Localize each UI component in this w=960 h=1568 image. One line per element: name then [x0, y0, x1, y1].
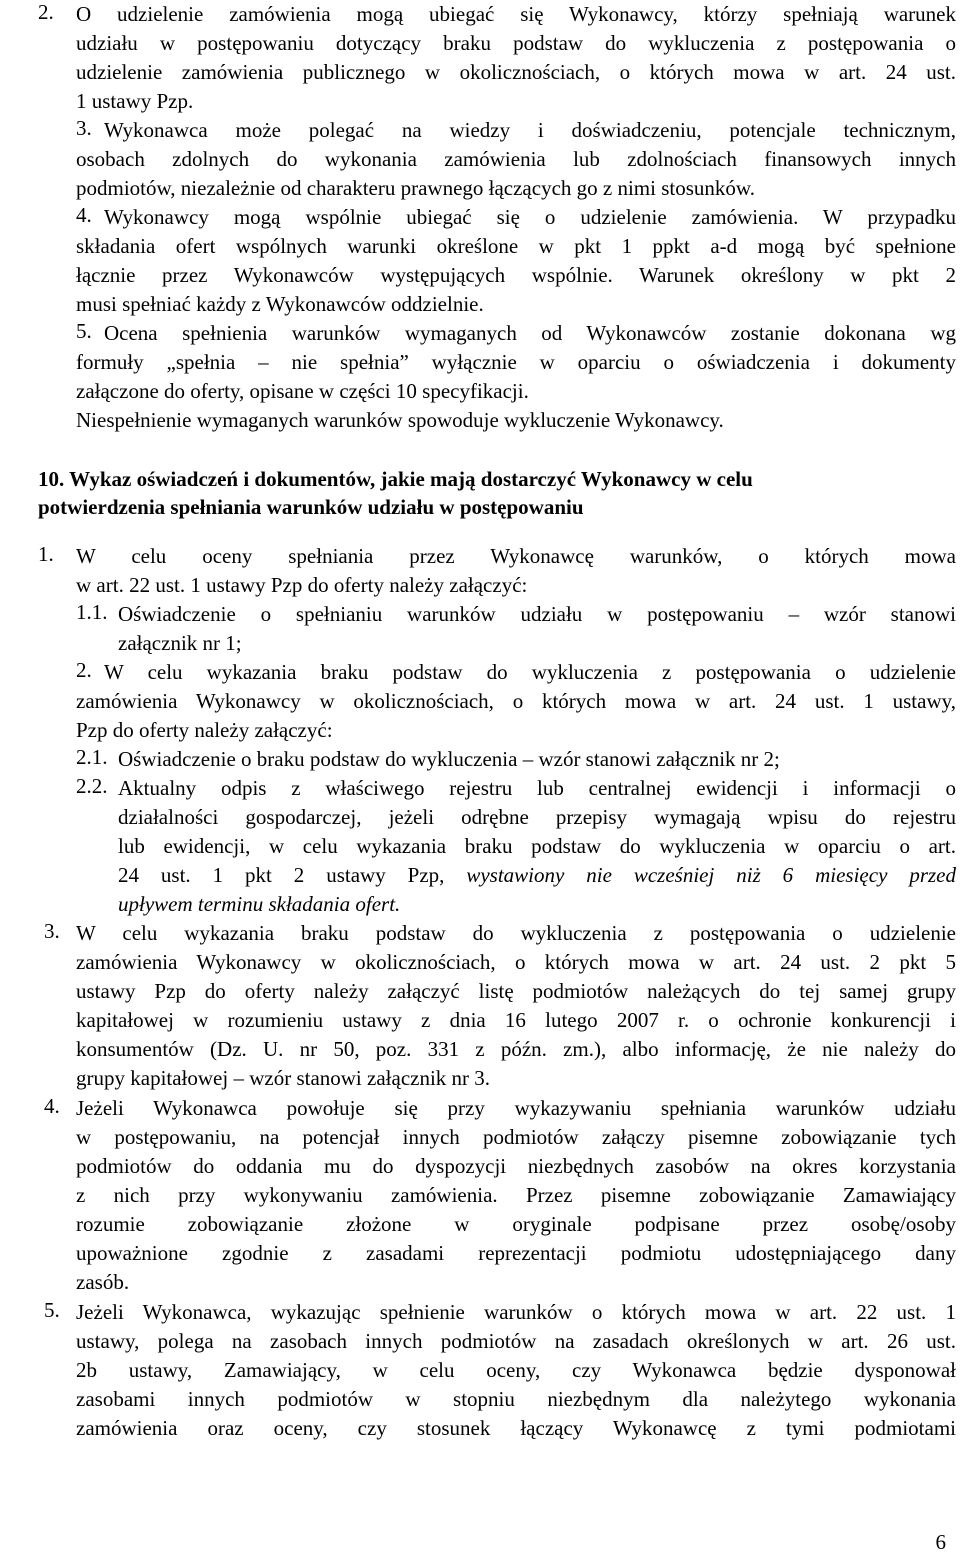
text-line: działalności gospodarczej, jeżeli odrębne przepisy wymagają wpisu do rejestru: [118, 805, 956, 829]
text-line: lub ewidencji, w celu wykazania braku podstaw do wykluczenia w oparciu o art.: [118, 834, 956, 858]
italic-text-run: wystawiony nie wcześniej niż 6 miesięcy przed: [466, 863, 956, 887]
text-line: udziału w postępowaniu dotyczący braku podstaw do wykluczenia z postępowania o: [76, 31, 956, 55]
item-number: 2.1.: [76, 745, 108, 769]
text-line: z nich przy wykonywaniu zamówienia. Przez pisemne zobowiązanie Zamawiający: [76, 1183, 956, 1207]
text-line: Aktualny odpis z właściwego rejestru lub centralnej ewidencji i informacji o: [118, 776, 956, 800]
text-line: ustawy Pzp do oferty należy załączyć listę podmiotów należących do tej samej grupy: [76, 979, 956, 1003]
text-line: musi spełniać każdy z Wykonawców oddzielnie.: [76, 292, 484, 316]
paragraph-item-2: [76, 0, 956, 116]
text-line: składania ofert wspólnych warunki określone w pkt 1 ppkt a-d mogą być spełnione: [76, 234, 956, 258]
text-line: 2b ustawy, Zamawiający, w celu oceny, czy Wykonawca będzie dysponował: [76, 1358, 956, 1382]
section-number: 10.: [38, 467, 65, 491]
text-line: zasobami innych podmiotów w stopniu niezbędnym dla należytego wykonania: [76, 1387, 956, 1411]
text-line: zamówienia Wykonawcy w okolicznościach, o których mowa w art. 24 ust. 1 ustawy,: [76, 689, 956, 713]
text-line: Jeżeli Wykonawca, wykazując spełnienie warunków o których mowa w art. 22 ust. 1: [76, 1300, 956, 1324]
paragraph-10-1-1: [118, 600, 956, 658]
text-line: grupy kapitałowej – wzór stanowi załącznik nr 3.: [76, 1066, 491, 1090]
item-number: 5.: [44, 1298, 60, 1322]
item-number: 2.: [76, 658, 92, 682]
paragraph-10-2: [76, 658, 956, 745]
text-line: łącznie przez Wykonawców występujących wspólnie. Warunek określony w pkt 2: [76, 263, 956, 287]
item-number: 4.: [76, 203, 92, 227]
item-number: 1.1.: [76, 600, 108, 624]
text-line: ustawy, polega na zasobach innych podmiotów na zasadach określonych w art. 26 ust.: [76, 1329, 956, 1353]
text-line: [118, 861, 956, 890]
text-line: zamówienia oraz oceny, czy stosunek łączący Wykonawcę z tymi podmiotami: [76, 1416, 956, 1440]
paragraph-10-2-1: [118, 745, 956, 774]
text-line: upoważnione zgodnie z zasadami reprezentacji podmiotu udostępniającego dany: [76, 1241, 956, 1265]
text-line: formuły „spełnia – nie spełnia” wyłącznie w oparciu o oświadczenia i dokumenty: [76, 350, 956, 374]
paragraph-10-5: [76, 1298, 956, 1443]
page-number: 6: [935, 1530, 946, 1554]
text-line: W celu wykazania braku podstaw do wykluczenia z postępowania o udzielenie: [104, 660, 956, 684]
text-line: Jeżeli Wykonawca powołuje się przy wykazywaniu spełniania warunków udziału: [76, 1096, 956, 1120]
item-number: 2.2.: [76, 774, 108, 798]
text-line: Pzp do oferty należy załączyć:: [76, 718, 333, 742]
text-line: rozumie zobowiązanie złożone w oryginale podpisane przez osobę/osoby: [76, 1212, 956, 1236]
text-line: załącznik nr 1;: [118, 631, 242, 655]
text-run: 24 ust. 1 pkt 2 ustawy Pzp,: [118, 863, 467, 887]
italic-text-line: upływem terminu składania ofert.: [118, 892, 401, 916]
text-line: Ocena spełnienia warunków wymaganych od Wykonawców zostanie dokonana wg: [104, 321, 956, 345]
text-line: załączone do oferty, opisane w części 10 specyfikacji.: [76, 379, 529, 403]
paragraph-item-3: [76, 116, 956, 203]
item-number: 3.: [44, 919, 60, 943]
item-number: 5.: [76, 319, 92, 343]
text-line: W celu wykazania braku podstaw do wykluczenia z postępowania o udzielenie: [76, 921, 956, 945]
text-line: kapitałowej w rozumieniu ustawy z dnia 16 lutego 2007 r. o ochronie konkurencji i: [76, 1008, 956, 1032]
paragraph-item-4: [76, 203, 956, 319]
text-line: W celu oceny spełniania przez Wykonawcę warunków, o których mowa: [76, 544, 956, 568]
text-line: Wykonawcy mogą wspólnie ubiegać się o udzielenie zamówienia. W przypadku: [104, 205, 956, 229]
paragraph-10-3: [76, 919, 956, 1093]
item-number: 3.: [76, 116, 92, 140]
paragraph-10-4: [76, 1094, 956, 1297]
section-title-line: Wykaz oświadczeń i dokumentów, jakie mają dostarczyć Wykonawcy w celu: [69, 467, 753, 491]
text-line: osobach zdolnych do wykonania zamówienia lub zdolnościach finansowych innych: [76, 147, 956, 171]
text-line: zasób.: [76, 1270, 130, 1294]
text-line: udzielenie zamówienia publicznego w okolicznościach, o których mowa w art. 24 ust.: [76, 60, 956, 84]
text-line: konsumentów (Dz. U. nr 50, poz. 331 z późn. zm.), albo informację, że nie należy do: [76, 1037, 956, 1061]
text-line: podmiotów do oddania mu do dyspozycji niezbędnych zasobów na okres korzystania: [76, 1154, 956, 1178]
paragraph-10-2-2: [118, 774, 956, 919]
section-title-line: potwierdzenia spełniania warunków udziału w postępowaniu: [38, 495, 584, 519]
text-line: Niespełnienie wymaganych warunków spowoduje wykluczenie Wykonawcy.: [76, 408, 724, 432]
section-heading: [38, 465, 938, 521]
text-line: Oświadczenie o braku podstaw do wykluczenia – wzór stanowi załącznik nr 2;: [118, 747, 780, 771]
item-number: 1.: [38, 542, 54, 566]
text-line: podmiotów, niezależnie od charakteru prawnego łączących go z nimi stosunków.: [76, 176, 755, 200]
text-line: Wykonawca może polegać na wiedzy i doświadczeniu, potencjale technicznym,: [104, 118, 956, 142]
text-line: w art. 22 ust. 1 ustawy Pzp do oferty należy załączyć:: [76, 573, 528, 597]
text-line: Oświadczenie o spełnianiu warunków udziału w postępowaniu – wzór stanowi: [118, 602, 956, 626]
item-number: 4.: [44, 1094, 60, 1118]
text-line: O udzielenie zamówienia mogą ubiegać się Wykonawcy, którzy spełniają warunek: [76, 2, 956, 26]
text-line: w postępowaniu, na potencjał innych podmiotów załączy pisemne zobowiązanie tych: [76, 1125, 956, 1149]
item-number: 2.: [38, 0, 54, 24]
paragraph-10-1: [76, 542, 956, 600]
text-line: zamówienia Wykonawcy w okolicznościach, o których mowa w art. 24 ust. 2 pkt 5: [76, 950, 956, 974]
text-line: 1 ustawy Pzp.: [76, 89, 194, 113]
paragraph-item-5: [76, 319, 956, 435]
